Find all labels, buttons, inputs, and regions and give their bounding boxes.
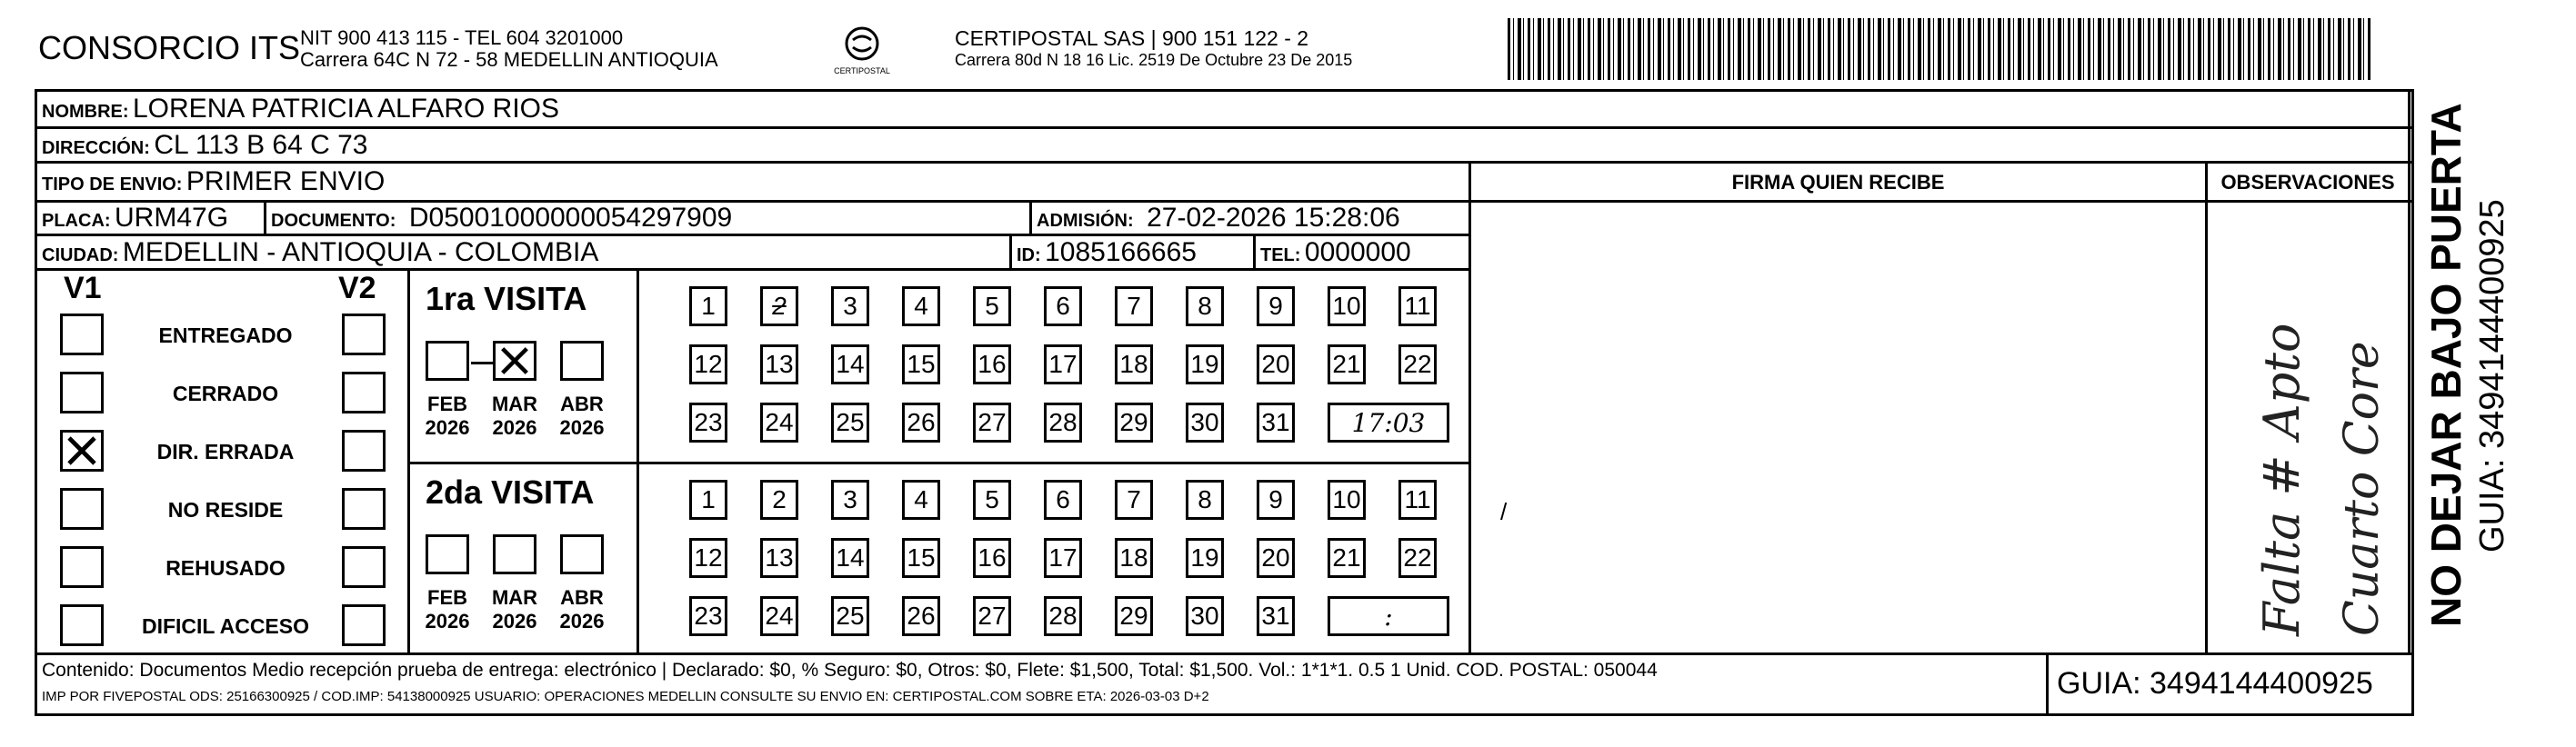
rule (2205, 161, 2208, 652)
day-box[interactable]: 25 (831, 403, 869, 443)
obs-handwriting-1: Falta # Apto (2253, 323, 2310, 636)
day-box[interactable]: 1 (689, 480, 727, 520)
day-box[interactable]: 17 (1044, 538, 1082, 578)
day-box[interactable]: 24 (760, 596, 798, 636)
day-box[interactable]: 7 (1115, 480, 1153, 520)
status-label: DIFICIL ACCESO (141, 614, 309, 638)
status-label: CERRADO (172, 382, 279, 405)
visit-title: 2da VISITA (426, 473, 595, 511)
day-box[interactable]: 21 (1328, 538, 1366, 578)
day-box[interactable]: 28 (1044, 596, 1082, 636)
rule (35, 652, 2414, 655)
footer-guia: GUIA: 3494144400925 (2057, 666, 2373, 701)
side-guia: GUIA: 3494144400925 (2473, 199, 2511, 553)
day-box[interactable]: 1 (689, 286, 727, 326)
id-field (1017, 237, 1197, 268)
day-box[interactable]: 28 (1044, 403, 1082, 443)
day-box[interactable]: 11 (1398, 286, 1437, 326)
v2-checkbox[interactable] (342, 314, 386, 355)
day-box[interactable]: 17 (1044, 344, 1082, 384)
documento-field (271, 203, 732, 234)
day-box[interactable]: 12 (689, 538, 727, 578)
day-box[interactable]: 18 (1115, 538, 1153, 578)
day-box[interactable]: 8 (1186, 480, 1224, 520)
month-name: ABR (560, 586, 604, 609)
status-label: REHUSADO (165, 556, 286, 580)
month-year: 2026 (492, 416, 537, 439)
observaciones-header: OBSERVACIONES (2220, 171, 2395, 194)
day-box[interactable]: 18 (1115, 344, 1153, 384)
month-name: ABR (560, 393, 604, 415)
day-box[interactable]: 29 (1115, 403, 1153, 443)
status-label: DIR. ERRADA (156, 440, 295, 463)
month-name: FEB (427, 586, 467, 609)
rule (35, 126, 2414, 129)
time-box[interactable]: 17:03 (1328, 403, 1449, 443)
address-line: Carrera 64C N 72 - 58 MEDELLIN ANTIOQUIA (300, 48, 718, 71)
admision-value: 27-02-2026 15:28:06 (1147, 203, 1400, 233)
day-box[interactable]: 15 (902, 344, 940, 384)
day-box[interactable]: 30 (1186, 596, 1224, 636)
carrier-address: Carrera 80d N 18 16 Lic. 2519 De Octubre 23 De 2015 (955, 51, 1353, 69)
month-year: 2026 (425, 610, 470, 632)
v1-checkbox[interactable] (60, 430, 104, 472)
rule (1009, 234, 1012, 268)
day-box[interactable]: 5 (973, 480, 1011, 520)
day-box[interactable]: 14 (831, 538, 869, 578)
obs-handwriting-2: Cuarto Core (2335, 341, 2390, 636)
documento-label: DOCUMENTO: (271, 211, 396, 231)
month-label (411, 393, 484, 440)
day-box[interactable]: 7 (1115, 286, 1153, 326)
v2-header: V2 (338, 271, 376, 305)
v1-header: V1 (64, 271, 102, 305)
month-name: MAR (491, 393, 538, 415)
direccion-value: CL 113 B 64 C 73 (154, 130, 368, 160)
month-year: 2026 (492, 610, 537, 632)
day-box[interactable]: 6 (1044, 286, 1082, 326)
month-link (471, 362, 493, 364)
day-box[interactable]: 22 (1398, 344, 1437, 384)
admision-label: ADMISIÓN: (1037, 211, 1134, 231)
month-checkbox[interactable] (426, 341, 469, 381)
day-box[interactable]: 10 (1328, 480, 1366, 520)
day-box[interactable]: 26 (902, 403, 940, 443)
day-box[interactable]: 27 (973, 596, 1011, 636)
footer-imp: IMP POR FIVEPOSTAL ODS: 25166300925 / COD.IMP: 54138000925 USUARIO: OPERACIONES MEDELLIN CONSULTE SU ENVIO EN: CERTIPOSTAL.COM SOBRE ETA: 2026-03-03 D+2 (42, 689, 1209, 704)
x-mark-icon (63, 433, 101, 469)
day-box[interactable]: 19 (1186, 344, 1224, 384)
tipo-value: PRIMER ENVIO (185, 166, 386, 196)
day-box[interactable]: 23 (689, 596, 727, 636)
month-year: 2026 (425, 416, 470, 439)
tel-value: 0000000 (1304, 237, 1411, 267)
day-box[interactable]: 30 (1186, 403, 1224, 443)
v2-checkbox[interactable] (342, 546, 386, 588)
status-label: ENTREGADO (158, 324, 293, 347)
day-box[interactable]: 6 (1044, 480, 1082, 520)
day-box[interactable]: 11 (1398, 480, 1437, 520)
month-name: MAR (491, 586, 538, 609)
day-box[interactable]: 4 (902, 286, 940, 326)
side-warning: NO DEJAR BAJO PUERTA (2422, 103, 2470, 627)
carrier-line: CERTIPOSTAL SAS | 900 151 122 - 2 (955, 26, 1309, 50)
day-box[interactable]: 8 (1186, 286, 1224, 326)
day-box[interactable]: 31 (1257, 403, 1295, 443)
rule (35, 161, 2414, 164)
logo-icon (842, 24, 882, 64)
day-box[interactable]: 3 (831, 480, 869, 520)
direccion-row (42, 130, 368, 161)
company-info (300, 27, 718, 71)
rule (1468, 200, 2414, 203)
day-box[interactable]: 19 (1186, 538, 1224, 578)
placa-label: PLACA: (42, 211, 111, 231)
rule (2408, 89, 2411, 652)
certipostal-logo (817, 24, 907, 75)
day-box[interactable]: 2 (760, 480, 798, 520)
id-value: 1085166665 (1045, 237, 1197, 267)
time-box[interactable]: : (1328, 596, 1449, 636)
visit-title: 1ra VISITA (426, 280, 587, 317)
tipo-label: TIPO DE ENVIO: (42, 174, 183, 194)
rule (636, 268, 639, 652)
nombre-row (42, 94, 559, 124)
company-name: CONSORCIO ITS (38, 29, 301, 66)
day-box[interactable]: 20 (1257, 344, 1295, 384)
day-box[interactable]: 31 (1257, 596, 1295, 636)
x-mark-icon (496, 344, 534, 378)
day-box[interactable]: 21 (1328, 344, 1366, 384)
day-box[interactable]: 16 (973, 538, 1011, 578)
footer-contenido: Contenido: Documentos Medio recepción prueba de entrega: electrónico | Declarado: $0, % Seguro: $0, Otros: $0, Flete: $1,500, Total: $1,500. Vol.: 1*1*1. 0.5 1 Unid. COD. POSTAL: 050044 (42, 660, 1658, 681)
v2-checkbox[interactable] (342, 604, 386, 646)
month-label (411, 586, 484, 633)
rule (35, 268, 1471, 271)
v2-checkbox[interactable] (342, 372, 386, 413)
tipo-row (42, 166, 385, 197)
barcode (1508, 18, 2371, 80)
day-box[interactable]: 9 (1257, 286, 1295, 326)
rule (1253, 234, 1256, 268)
v1-checkbox[interactable] (60, 372, 104, 413)
id-label: ID: (1017, 245, 1041, 265)
rule (35, 234, 1471, 236)
placa-value: URM47G (115, 203, 229, 233)
month-checkbox[interactable] (560, 534, 604, 574)
documento-value: D05001000000054297909 (408, 203, 733, 233)
day-box[interactable]: 20 (1257, 538, 1295, 578)
ciudad-label: CIUDAD: (42, 245, 119, 265)
v2-checkbox[interactable] (342, 488, 386, 530)
tel-label: TEL: (1260, 245, 1301, 265)
nit-line: NIT 900 413 115 - TEL 604 3201000 (300, 26, 624, 49)
placa-field (42, 203, 228, 234)
month-label (546, 586, 618, 633)
day-box[interactable]: 9 (1257, 480, 1295, 520)
day-box[interactable]: 2 (760, 286, 798, 326)
firma-header: FIRMA QUIEN RECIBE (1731, 171, 1945, 194)
month-checkbox[interactable] (493, 534, 536, 574)
day-box[interactable]: 23 (689, 403, 727, 443)
month-label (478, 393, 551, 440)
v1-checkbox[interactable] (60, 314, 104, 355)
day-box[interactable]: 10 (1328, 286, 1366, 326)
day-box[interactable]: 25 (831, 596, 869, 636)
nombre-label: NOMBRE: (42, 102, 129, 122)
day-box[interactable]: 14 (831, 344, 869, 384)
day-box[interactable]: 5 (973, 286, 1011, 326)
v2-checkbox[interactable] (342, 430, 386, 472)
day-box[interactable]: 16 (973, 344, 1011, 384)
rule (264, 200, 266, 234)
day-box[interactable]: 22 (1398, 538, 1437, 578)
month-label (478, 586, 551, 633)
carrier-info (955, 27, 1352, 71)
admision-field (1037, 203, 1400, 234)
month-name: FEB (427, 393, 467, 415)
rule (1468, 161, 1471, 652)
ciudad-field (42, 237, 598, 268)
day-box[interactable]: 29 (1115, 596, 1153, 636)
rule (407, 268, 410, 652)
month-checkbox[interactable] (493, 341, 536, 381)
month-year: 2026 (559, 610, 605, 632)
v1-checkbox[interactable] (60, 604, 104, 646)
day-box[interactable]: 12 (689, 344, 727, 384)
direccion-label: DIRECCIÓN: (42, 138, 150, 158)
month-checkbox[interactable] (426, 534, 469, 574)
day-box[interactable]: 3 (831, 286, 869, 326)
v1-checkbox[interactable] (60, 488, 104, 530)
rule (1029, 200, 1032, 234)
ciudad-value: MEDELLIN - ANTIOQUIA - COLOMBIA (122, 237, 599, 267)
day-box[interactable]: 15 (902, 538, 940, 578)
day-box[interactable]: 26 (902, 596, 940, 636)
rule (2046, 652, 2049, 716)
signature-mark: / (1500, 498, 1508, 525)
v1-checkbox[interactable] (60, 546, 104, 588)
day-box[interactable]: 24 (760, 403, 798, 443)
day-box[interactable]: 4 (902, 480, 940, 520)
nombre-value: LORENA PATRICIA ALFARO RIOS (133, 94, 560, 124)
day-box[interactable]: 27 (973, 403, 1011, 443)
month-checkbox[interactable] (560, 341, 604, 381)
status-label: NO RESIDE (167, 498, 284, 522)
day-box[interactable]: 13 (760, 344, 798, 384)
rule (407, 462, 1471, 464)
logo-text: CERTIPOSTAL (834, 66, 890, 75)
tel-field (1260, 237, 1411, 268)
month-year: 2026 (559, 416, 605, 439)
month-label (546, 393, 618, 440)
day-box[interactable]: 13 (760, 538, 798, 578)
